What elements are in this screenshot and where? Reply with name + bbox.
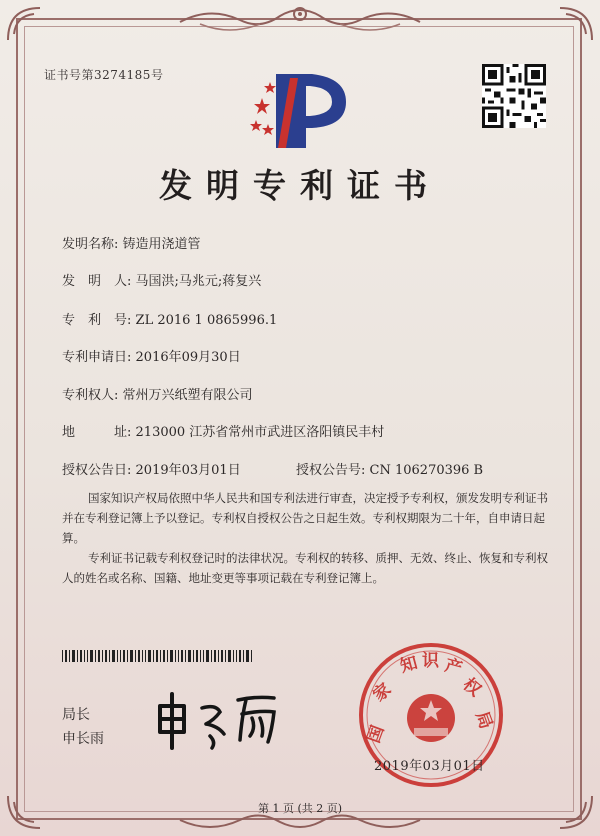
field-label: 发 明 人: [62,274,132,289]
certificate-number: 证书号第3274185号 [44,68,164,82]
barcode-icon [62,650,252,662]
page-number: 第 1 页 (共 2 页) [257,802,343,815]
statement-paragraph-1: 国家知识产权局依照中华人民共和国专利法进行审查，决定授予专利权，颁发发明专利证书并在专利登记簿上予以登记。专利权自授权公告之日起生效。专利权期限为二十年，自申请日起算。 [62,491,548,545]
field-label: 授权公告号: [296,463,366,478]
field-label: 授权公告日: [62,463,132,478]
grant-no-value: CN 106270396 B [369,463,484,478]
svg-text:权: 权 [458,674,485,701]
patent-no-value: ZL 2016 1 0865996.1 [135,313,278,328]
field-grant-date [62,459,241,478]
field-patentee [62,384,253,403]
field-label: 地 址: [62,425,132,440]
filing-date-value: 2016年09月30日 [135,350,241,365]
field-label: 专利申请日: [62,350,132,365]
svg-text:家: 家 [369,679,396,706]
seal-date: 2019年03月01日 [374,759,485,774]
signatory-title: 局长 [62,707,90,723]
svg-text:国: 国 [363,722,389,746]
svg-text:产: 产 [442,655,465,680]
qr-code-icon[interactable] [482,64,546,128]
patentee-value: 常州万兴纸塑有限公司 [122,388,253,403]
top-ornament [170,2,430,36]
address-value: 213000 江苏省常州市武进区洛阳镇民丰村 [135,425,385,440]
field-label: 专 利 号: [62,313,132,328]
certificate-title: 发明专利证书 [159,166,441,205]
patent-office-logo-icon [246,68,356,150]
field-label: 发明名称: [62,237,119,252]
invention-name-value: 铸造用浇道管 [122,237,201,252]
grant-date-value: 2019年03月01日 [135,463,241,478]
inventors-value: 马国洪;马兆元;蒋复兴 [135,274,262,289]
field-address [62,421,384,440]
handwritten-signature [150,686,300,756]
svg-text:局: 局 [471,708,496,732]
field-filing-date [62,346,241,365]
field-label: 专利权人: [62,388,119,403]
svg-text:知: 知 [398,653,420,677]
field-inventors [62,270,261,289]
corner-ornament-top-right [556,4,596,44]
field-grant-no [296,459,483,478]
svg-text:识: 识 [422,651,439,671]
field-invention-name [62,233,201,252]
corner-ornament-top-left [4,4,44,44]
statement-paragraph-2: 专利证书记载专利权登记时的法律状况。专利权的转移、质押、无效、终止、恢复和专利权人的姓名或名称、国籍、地址变更等事项记载在专利登记簿上。 [62,551,548,585]
field-patent-no [62,309,277,328]
signatory-name: 申长雨 [62,731,104,747]
